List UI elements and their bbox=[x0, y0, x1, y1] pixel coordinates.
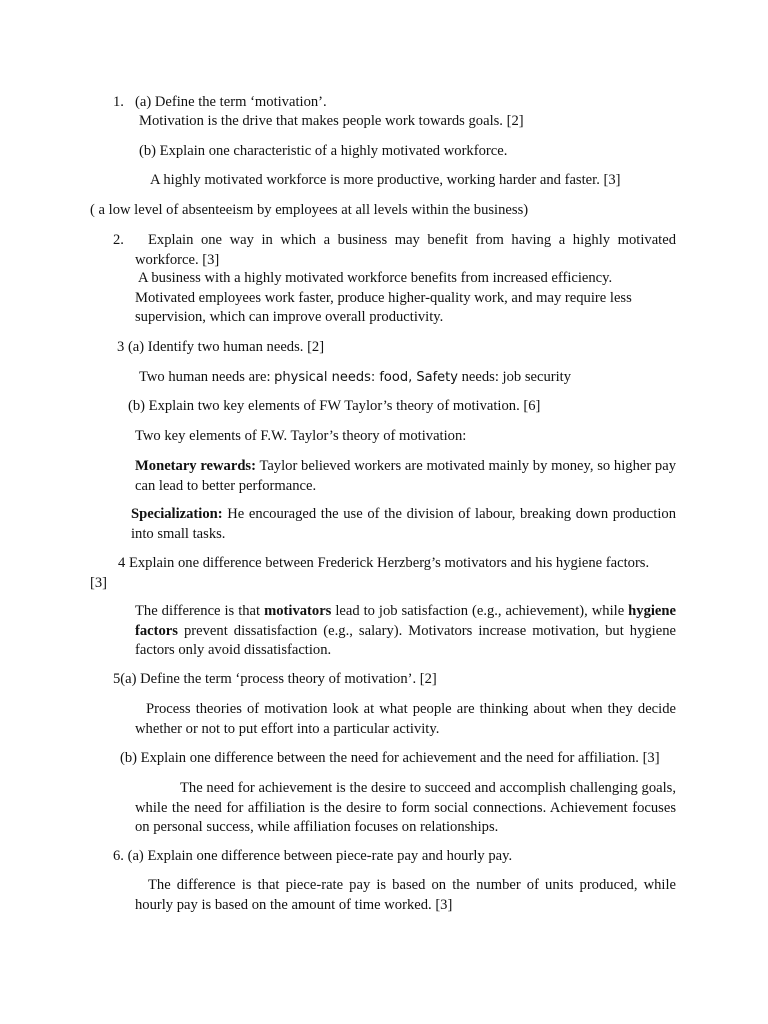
q2-answer: A business with a highly motivated workforce benefits from increased efficiency. Motivated employees work faster, produce higher-quality work, and may require less supervision, which can improve overall productivity. bbox=[135, 270, 632, 325]
q3a-question: 3 (a) Identify two human needs. [2] bbox=[117, 339, 325, 355]
q3b-element-specialization bbox=[131, 505, 676, 544]
q2-number: 2. bbox=[113, 232, 124, 248]
q4-question-marks: [3] bbox=[90, 575, 108, 591]
q4-answer bbox=[135, 602, 676, 661]
q4-question: 4 Explain one difference between Frederick Herzberg’s motivators and his hygiene factors. bbox=[118, 555, 650, 571]
q5b-answer: The need for achievement is the desire to succeed and accomplish challenging goals, while the need for affiliation is the desire to form social connections. Achievement focuses on personal success, while affiliation focuses on relationships. bbox=[135, 780, 676, 835]
q3a-answer bbox=[139, 368, 571, 387]
q1b-extra-note: ( a low level of absenteeism by employees at all levels within the business) bbox=[90, 202, 529, 218]
q3b-element-monetary-title: Monetary rewards: bbox=[135, 458, 256, 474]
q3a-answer-suffix: needs: job security bbox=[457, 369, 572, 385]
q3a-answer-needs: physical needs: food, Safety bbox=[274, 370, 458, 385]
q3a-answer-prefix: Two human needs are: bbox=[139, 369, 275, 385]
q3b-question: (b) Explain two key elements of FW Taylor’s theory of motivation. [6] bbox=[128, 398, 541, 414]
q1b-answer: A highly motivated workforce is more productive, working harder and faster. [3] bbox=[150, 172, 621, 188]
q1a-question: (a) Define the term ‘motivation’. bbox=[135, 94, 327, 110]
q3b-element-monetary bbox=[135, 457, 676, 496]
q2-question: Explain one way in which a business may benefit from having a highly motivated workforce. [3] bbox=[135, 232, 676, 268]
q1b-question: (b) Explain one characteristic of a highly motivated workforce. bbox=[139, 143, 508, 159]
q4-answer-text-1: The difference is that bbox=[135, 603, 265, 619]
q6a-question: 6. (a) Explain one difference between piece-rate pay and hourly pay. bbox=[113, 848, 513, 864]
q5b-question: (b) Explain one difference between the need for achievement and the need for affiliation. [3] bbox=[120, 750, 660, 766]
q5a-answer: Process theories of motivation look at what people are thinking about when they decide whether or not to put effort into a particular activity. bbox=[135, 701, 676, 737]
q4-answer-hygiene-factors: hygiene factors bbox=[135, 603, 676, 639]
q3b-intro: Two key elements of F.W. Taylor’s theory of motivation: bbox=[135, 428, 467, 444]
q4-answer-text-2: lead to job satisfaction (e.g., achievement), while bbox=[331, 603, 629, 619]
q1-number: 1. bbox=[113, 94, 124, 110]
q5a-question: 5(a) Define the term ‘process theory of motivation’. [2] bbox=[113, 671, 437, 687]
q6a-answer: The difference is that piece-rate pay is based on the number of units produced, while hourly pay is based on the amount of time worked. [3] bbox=[135, 877, 676, 913]
q3b-element-specialization-title: Specialization: bbox=[131, 506, 223, 522]
q1a-answer: Motivation is the drive that makes people work towards goals. [2] bbox=[139, 113, 524, 129]
q4-answer-motivators: motivators bbox=[264, 603, 332, 619]
q3b-element-monetary-text: Taylor believed workers are motivated mainly by money, so higher pay can lead to better performance. bbox=[135, 458, 676, 494]
q4-answer-text-3: prevent dissatisfaction (e.g., salary). Motivators increase motivation, but hygiene factors only avoid dissatisfaction. bbox=[135, 622, 676, 658]
q3b-element-specialization-text: He encouraged the use of the division of labour, breaking down production into small tasks. bbox=[131, 506, 676, 542]
